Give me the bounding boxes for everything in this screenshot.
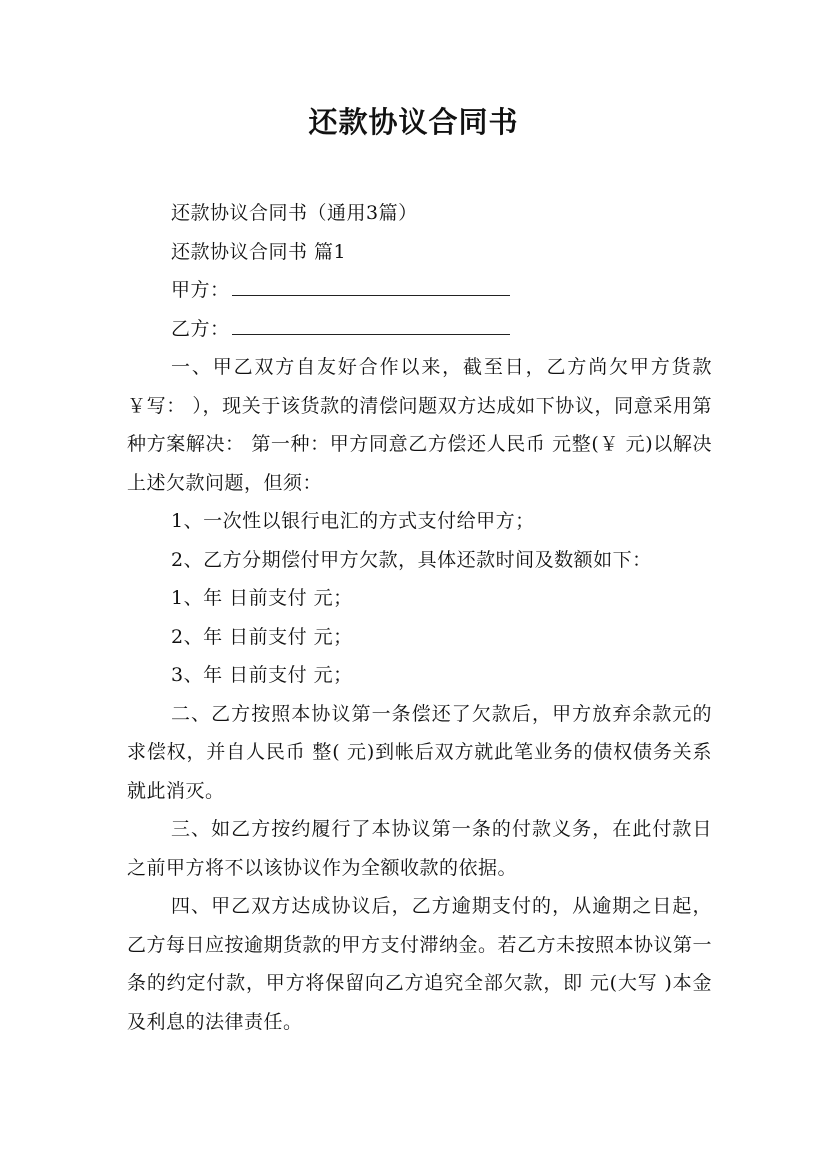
paragraph-clause-1: 一、甲乙双方自友好合作以来，截至日，乙方尚欠甲方货款￥写： ），现关于该货款的清偿问题双方达成如下协议，同意采用第 种方案解决： 第一种：甲方同意乙方偿还人民币 元整(￥ 元)以解决上述欠款问题，但须：	[127, 356, 712, 494]
section-heading: 还款协议合同书 篇1	[171, 240, 347, 263]
party-b-label: 乙方：	[171, 317, 230, 340]
party-a-label: 甲方：	[171, 279, 230, 301]
paragraph-installment-1: 1、年 日前支付 元；	[171, 587, 353, 609]
document-body	[127, 194, 712, 1041]
party-a-line	[127, 271, 712, 310]
paragraph-clause-4: 四、甲乙双方达成协议后，乙方逾期支付的，从逾期之日起，乙方每日应按逾期货款的甲方支付滞纳金。若乙方未按照本协议第一条的约定付款，甲方将保留向乙方追究全部欠款，即 元(大写 )本金及利息的法律责任。	[127, 895, 713, 1033]
paragraph-option-1: 1、一次性以银行电汇的方式支付给甲方；	[171, 510, 535, 532]
party-b-blank	[232, 333, 510, 335]
document-subtitle: 还款协议合同书（通用3篇）	[171, 202, 418, 224]
paragraph-installment-3: 3、年 日前支付 元；	[171, 664, 353, 686]
paragraph-clause-2: 二、乙方按照本协议第一条偿还了欠款后，甲方放弃余款元的求偿权，并自人民币 整( 元)到帐后双方就此笔业务的债权债务关系就此消灭。	[127, 702, 712, 802]
party-b-line	[127, 310, 712, 349]
party-a-blank	[232, 294, 510, 296]
paragraph-clause-3: 三、如乙方按约履行了本协议第一条的付款义务，在此付款日之前甲方将不以该协议作为全额收款的依据。	[127, 818, 712, 879]
paragraph-installment-2: 2、年 日前支付 元；	[171, 625, 353, 648]
paragraph-option-2: 2、乙方分期偿付甲方欠款，具体还款时间及数额如下：	[171, 548, 652, 571]
document-title: 还款协议合同书	[308, 105, 519, 139]
